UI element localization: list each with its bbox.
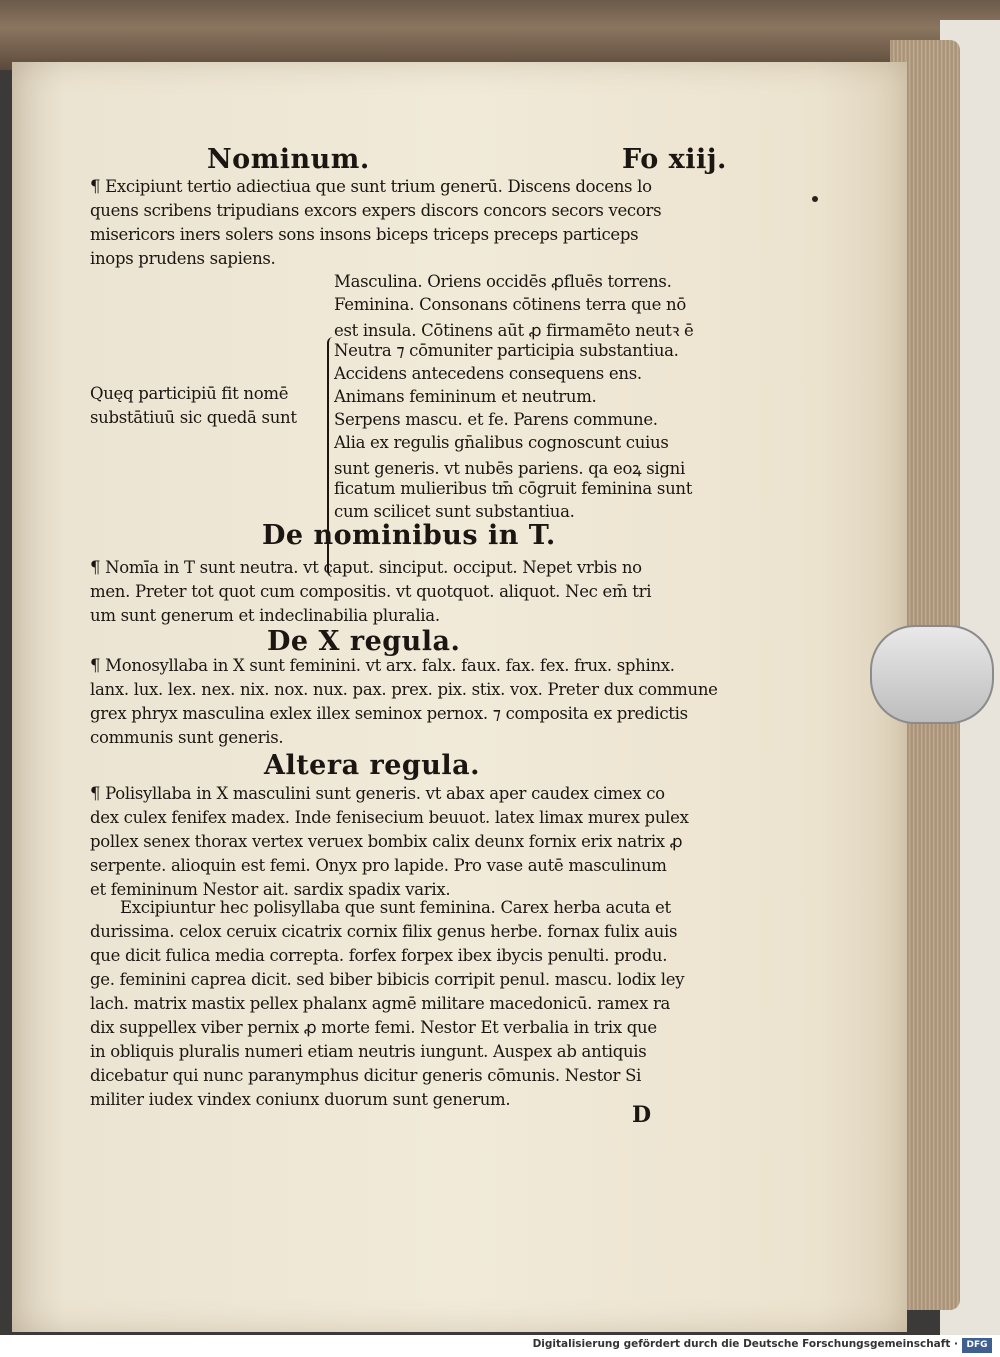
left-note-line: substātiuū sic quedā sunt	[90, 408, 297, 427]
para4-line: dex culex fenifex madex. Inde fenisecium beuuot. latex limax murex pulex	[90, 808, 689, 827]
para2-line: ¶ Nomīa in T sunt neutra. vt caput. sinciput. occiput. Nepet vrbis no	[90, 558, 642, 577]
brace-line: Animans femininum et neutrum.	[334, 387, 597, 406]
brace-line: est insula. Cōtinens aūt ꝓ firmamēto neutꝛ ē	[334, 321, 694, 340]
para2-line: men. Preter tot quot cum compositis. vt quotquot. aliquot. Nec em̄ tri	[90, 582, 652, 601]
section-heading: De nominibus in T.	[262, 520, 556, 551]
para4-line: pollex senex thorax vertex veruex bombix calix deunx fornix erix natrix ꝓ	[90, 832, 683, 851]
brace-line: Masculina. Oriens occidēs ꝓfluēs torrens.	[334, 272, 672, 291]
footer-credit: Digitalisierung gefördert durch die Deutsche Forschungsgemeinschaft ·	[532, 1338, 958, 1350]
page-clip	[870, 625, 994, 724]
book-top-edge	[0, 0, 1000, 70]
footer-bar	[0, 1335, 1000, 1357]
running-title: Nominum.	[207, 144, 370, 175]
para5-line: militer iudex vindex coniunx duorum sunt generum.	[90, 1090, 511, 1109]
para3-line: ¶ Monosyllaba in X sunt feminini. vt arx. falx. faux. fax. fex. frux. sphinx.	[90, 656, 675, 675]
dfg-logo: DFG	[962, 1338, 992, 1353]
brace-line: Serpens mascu. et fe. Parens commune.	[334, 410, 658, 429]
left-note-line: Quęq participiū fit nomē	[90, 384, 289, 403]
para5-line: lach. matrix mastix pellex phalanx agmē militare macedonicū. ramex ra	[90, 994, 671, 1013]
para5-line: ge. feminini caprea dicit. sed biber bibicis corripit penul. mascu. lodix ley	[90, 970, 685, 989]
section-heading: De X regula.	[267, 626, 461, 657]
para5-line: que dicit fulica media correpta. forfex forpex ibex ibycis penulti. produ.	[90, 946, 668, 965]
para5-line: dicebatur qui nunc paranymphus dicitur generis cōmunis. Nestor Si	[90, 1066, 642, 1085]
brace-line: Feminina. Consonans cōtinens terra que nō	[334, 295, 687, 314]
para1-line: misericors iners solers sons insons biceps triceps preceps particeps	[90, 225, 639, 244]
para1-line: inops prudens sapiens.	[90, 249, 276, 268]
para3-line: grex phryx masculina exlex illex seminox pernox. ⁊ composita ex predictis	[90, 704, 688, 723]
brace-line: ficatum mulieribus tm̄ cōgruit feminina sunt	[334, 479, 693, 498]
brace-line: cum scilicet sunt substantiua.	[334, 502, 575, 521]
signature-mark: D	[632, 1102, 652, 1128]
para5-line: Excipiuntur hec polisyllaba que sunt feminina. Carex herba acuta et	[120, 898, 671, 917]
ink-dot	[812, 196, 818, 202]
para4-line: ¶ Polisyllaba in X masculini sunt generis. vt abax aper caudex cimex co	[90, 784, 665, 803]
para5-line: in obliquis pluralis numeri etiam neutris iungunt. Auspex ab antiquis	[90, 1042, 647, 1061]
para3-line: communis sunt generis.	[90, 728, 284, 747]
para5-line: dix suppellex viber pernix ꝓ morte femi. Nestor Et verbalia in trix que	[90, 1018, 657, 1037]
brace-line: Accidens antecedens consequens ens.	[334, 364, 642, 383]
brace-line: sunt generis. vt nubēs pariens. qa eoꝝ signi	[334, 459, 685, 478]
section-heading: Altera regula.	[264, 750, 481, 781]
folio-number: Fo xiij.	[622, 144, 727, 175]
para1-line: quens scribens tripudians excors expers discors concors secors vecors	[90, 201, 662, 220]
para1-line: ¶ Excipiunt tertio adiectiua que sunt trium generū. Discens docens lo	[90, 177, 652, 196]
para2-line: um sunt generum et indeclinabilia pluralia.	[90, 606, 440, 625]
para3-line: lanx. lux. lex. nex. nix. nox. nux. pax. prex. pix. stix. vox. Preter dux commune	[90, 680, 718, 699]
brace-line: Alia ex regulis gn̄alibus cognoscunt cuius	[334, 433, 669, 452]
brace-line: Neutra ⁊ cōmuniter participia substantiua.	[334, 341, 679, 360]
para4-line: et femininum Nestor ait. sardix spadix varix.	[90, 880, 451, 899]
para4-line: serpente. alioquin est femi. Onyx pro lapide. Pro vase autē masculinum	[90, 856, 667, 875]
para5-line: durissima. celox ceruix cicatrix cornix filix genus herbe. fornax fulix auis	[90, 922, 678, 941]
book-page	[12, 62, 907, 1332]
